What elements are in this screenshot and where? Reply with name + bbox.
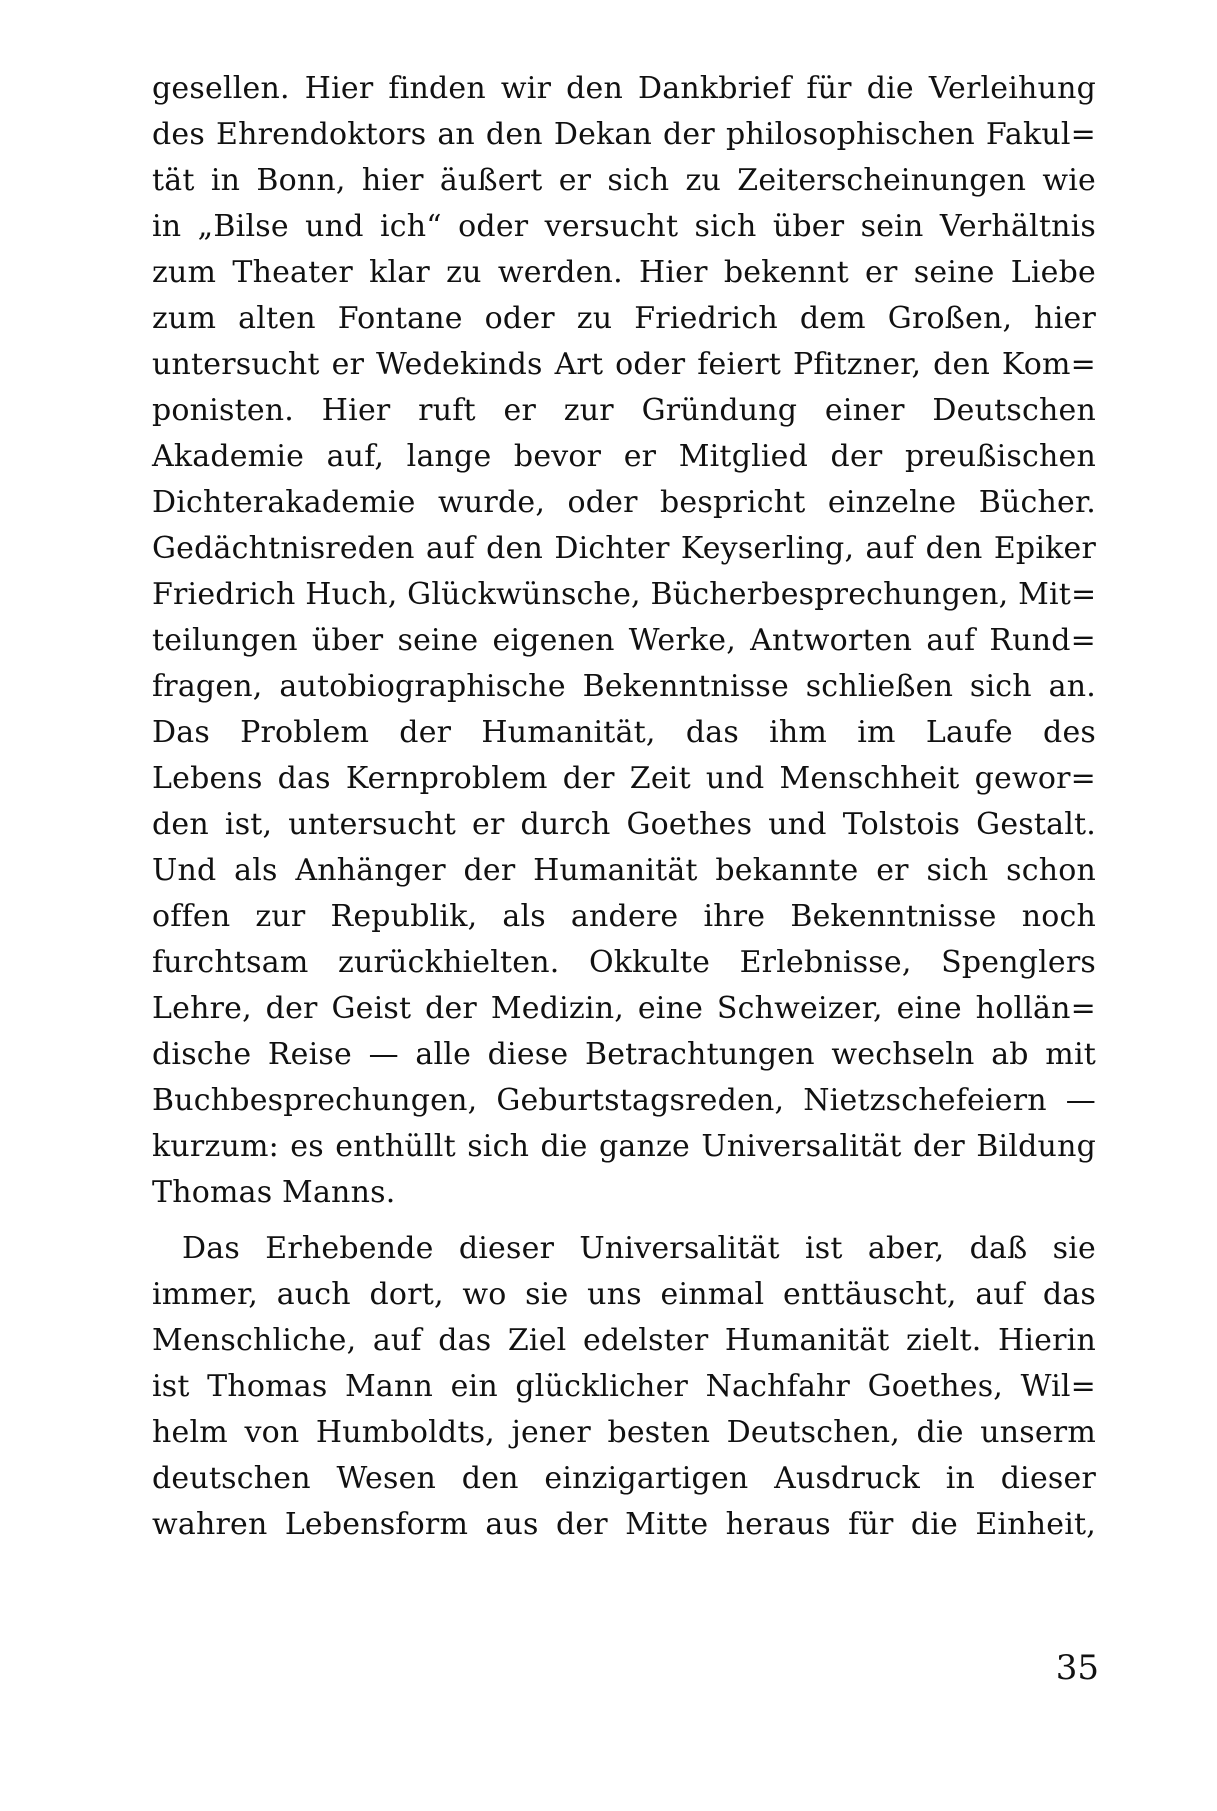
text-line: wahren Lebensform aus der Mitte heraus für die Einheit, bbox=[152, 1507, 1096, 1542]
text-line: Buchbesprechungen, Geburtstagsreden, Nietzschefeiern — bbox=[152, 1083, 1096, 1118]
text-line: zum Theater klar zu werden. Hier bekennt er seine Liebe bbox=[152, 255, 1096, 290]
text-line: immer, auch dort, wo sie uns einmal enttäuscht, auf das bbox=[152, 1277, 1096, 1312]
text-line: Lehre, der Geist der Medizin, eine Schweizer, eine hollän= bbox=[152, 991, 1096, 1026]
text-line: Akademie auf, lange bevor er Mitglied der preußischen bbox=[152, 439, 1096, 474]
text-line: Das Problem der Humanität, das ihm im Laufe des bbox=[152, 715, 1096, 750]
text-line: den ist, untersucht er durch Goethes und Tolstois Gestalt. bbox=[152, 807, 1096, 842]
text-line: untersucht er Wedekinds Art oder feiert Pfitzner, den Kom= bbox=[152, 347, 1096, 382]
text-line: Friedrich Huch, Glückwünsche, Bücherbesprechungen, Mit= bbox=[152, 577, 1097, 612]
paragraph-1 bbox=[152, 66, 1096, 1216]
text-line: Menschliche, auf das Ziel edelster Humanität zielt. Hierin bbox=[152, 1323, 1096, 1358]
text-line: zum alten Fontane oder zu Friedrich dem Großen, hier bbox=[152, 301, 1096, 336]
text-line: Das Erhebende dieser Universalität ist aber, daß sie bbox=[182, 1231, 1096, 1266]
text-line: kurzum: es enthüllt sich die ganze Universalität der Bildung bbox=[152, 1129, 1096, 1164]
text-line: fragen, autobiographische Bekenntnisse schließen sich an. bbox=[152, 669, 1096, 704]
text-line: teilungen über seine eigenen Werke, Antworten auf Rund= bbox=[152, 623, 1096, 658]
text-line: offen zur Republik, als andere ihre Bekenntnisse noch bbox=[152, 899, 1096, 934]
text-line: ist Thomas Mann ein glücklicher Nachfahr Goethes, Wil= bbox=[152, 1369, 1096, 1404]
text-line: ponisten. Hier ruft er zur Gründung einer Deutschen bbox=[152, 393, 1096, 428]
text-line: Dichterakademie wurde, oder bespricht einzelne Bücher. bbox=[152, 485, 1096, 520]
text-line: Lebens das Kernproblem der Zeit und Menschheit gewor= bbox=[152, 761, 1096, 796]
text-line: tät in Bonn, hier äußert er sich zu Zeiterscheinungen wie bbox=[152, 163, 1096, 198]
body-text bbox=[152, 66, 1096, 1548]
text-line: deutschen Wesen den einzigartigen Ausdruck in dieser bbox=[152, 1461, 1096, 1496]
text-line: dische Reise — alle diese Betrachtungen wechseln ab mit bbox=[152, 1037, 1096, 1072]
text-line: des Ehrendoktors an den Dekan der philosophischen Fakul= bbox=[152, 117, 1096, 152]
text-line: helm von Humboldts, jener besten Deutschen, die unserm bbox=[152, 1415, 1096, 1450]
text-line: Gedächtnisreden auf den Dichter Keyserling, auf den Epiker bbox=[152, 531, 1096, 566]
paragraph-2 bbox=[152, 1226, 1096, 1548]
page-number: 35 bbox=[1055, 1648, 1099, 1688]
text-line: Thomas Manns. bbox=[152, 1175, 396, 1210]
text-line: gesellen. Hier finden wir den Dankbrief für die Verleihung bbox=[152, 71, 1096, 106]
text-line: furchtsam zurückhielten. Okkulte Erlebnisse, Spenglers bbox=[152, 945, 1096, 980]
paragraph-gap bbox=[152, 1216, 1096, 1226]
text-line: in „Bilse und ich“ oder versucht sich über sein Verhältnis bbox=[152, 209, 1096, 244]
text-line: Und als Anhänger der Humanität bekannte er sich schon bbox=[152, 853, 1096, 888]
